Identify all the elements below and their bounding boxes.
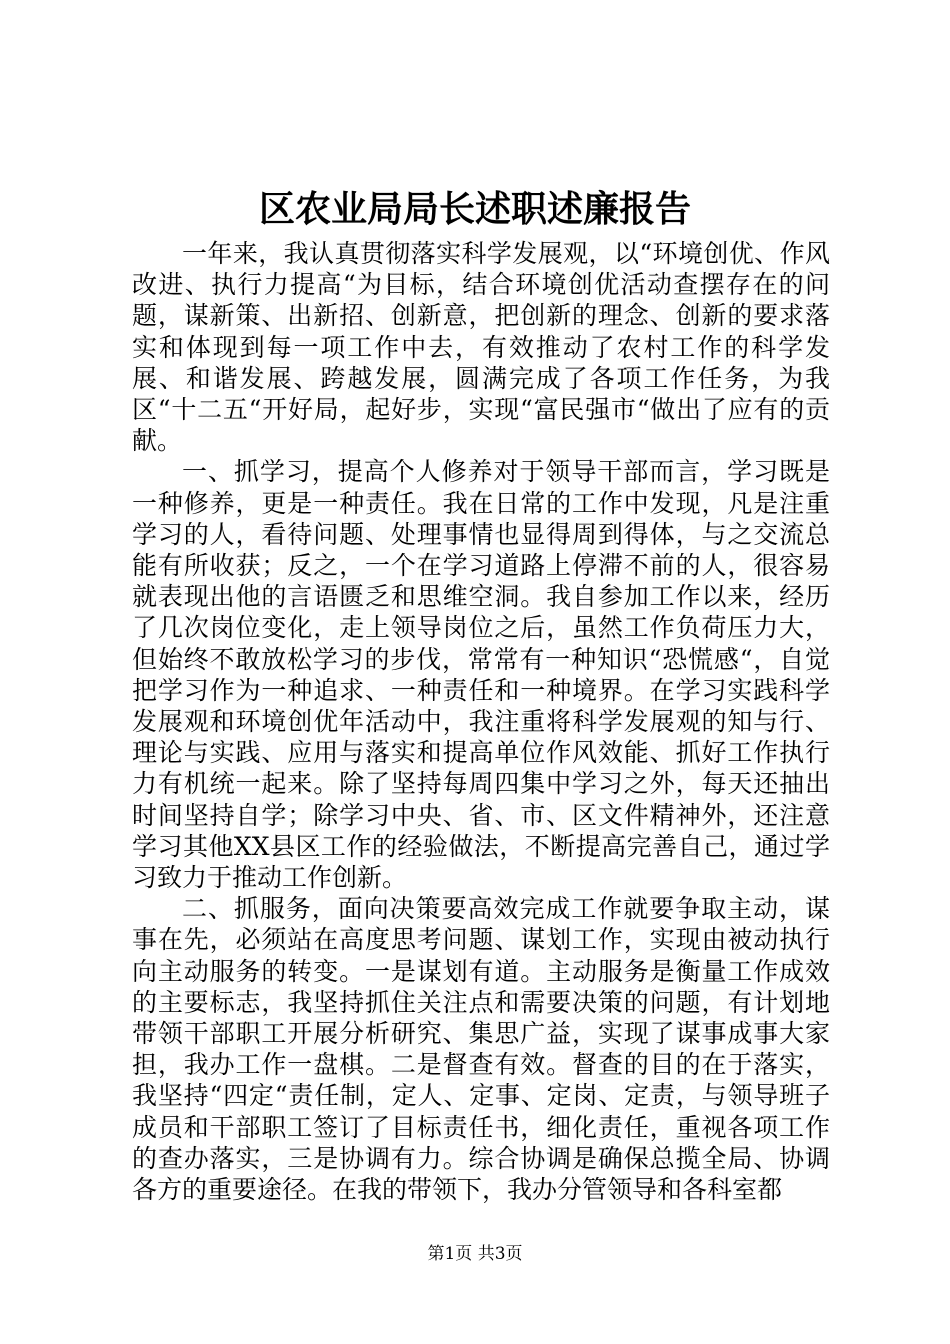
document-title: 区农业局局长述职述廉报告 xyxy=(258,188,691,230)
document-body xyxy=(132,238,830,1205)
page-number-footer: 第1页 共3页 xyxy=(427,1244,523,1264)
paragraph-study: 一、抓学习，提高个人修养对于领导干部而言，学习既是一种修养，更是一种责任。我在日常的工作中发现，凡是注重学习的人，看待问题、处理事情也显得周到得体，与之交流总能有所收获；反之，一个在学习道路上停滞不前的人，很容易就表现出他的言语匮乏和思维空洞。我自参加工作以来，经历了几次岗位变化，走上领导岗位之后，虽然工作负荷压力大，但始终不敢放松学习的步伐，常常有一种知识“恐慌感“，自觉把学习作为一种追求、一种责任和一种境界。在学习实践科学发展观和环境创优年活动中，我注重将科学发展观的知与行、理论与实践、应用与落实和提高单位作风效能、抓好工作执行力有机统一起来。除了坚持每周四集中学习之外，每天还抽出时间坚持自学；除学习中央、省、市、区文件精神外，还注意学习其他XX县区工作的经验做法，不断提高完善自己，通过学习致力于推动工作创新。 xyxy=(132,457,830,893)
paragraph-intro: 一年来，我认真贯彻落实科学发展观，以“环境创优、作风改进、执行力提高“为目标，结合环境创优活动查摆存在的问题，谋新策、出新招、创新意，把创新的理念、创新的要求落实和体现到每一项工作中去，有效推动了农村工作的科学发展、和谐发展、跨越发展，圆满完成了各项工作任务，为我区“十二五“开好局，起好步，实现“富民强市“做出了应有的贡献。 xyxy=(132,239,830,456)
paragraph-service: 二、抓服务，面向决策要高效完成工作就要争取主动，谋事在先，必须站在高度思考问题、谋划工作，实现由被动执行向主动服务的转变。一是谋划有道。主动服务是衡量工作成效的主要标志，我坚持抓住关注点和需要决策的问题，有计划地带领干部职工开展分析研究、集思广益，实现了谋事成事大家担，我办工作一盘棋。二是督查有效。督查的目的在于落实，我坚持“四定“责任制，定人、定事、定岗、定责，与领导班子成员和干部职工签订了目标责任书，细化责任，重视各项工作的查办落实，三是协调有力。综合协调是确保总揽全局、协调各方的重要途径。在我的带领下，我办分管领导和各科室都 xyxy=(132,894,830,1205)
